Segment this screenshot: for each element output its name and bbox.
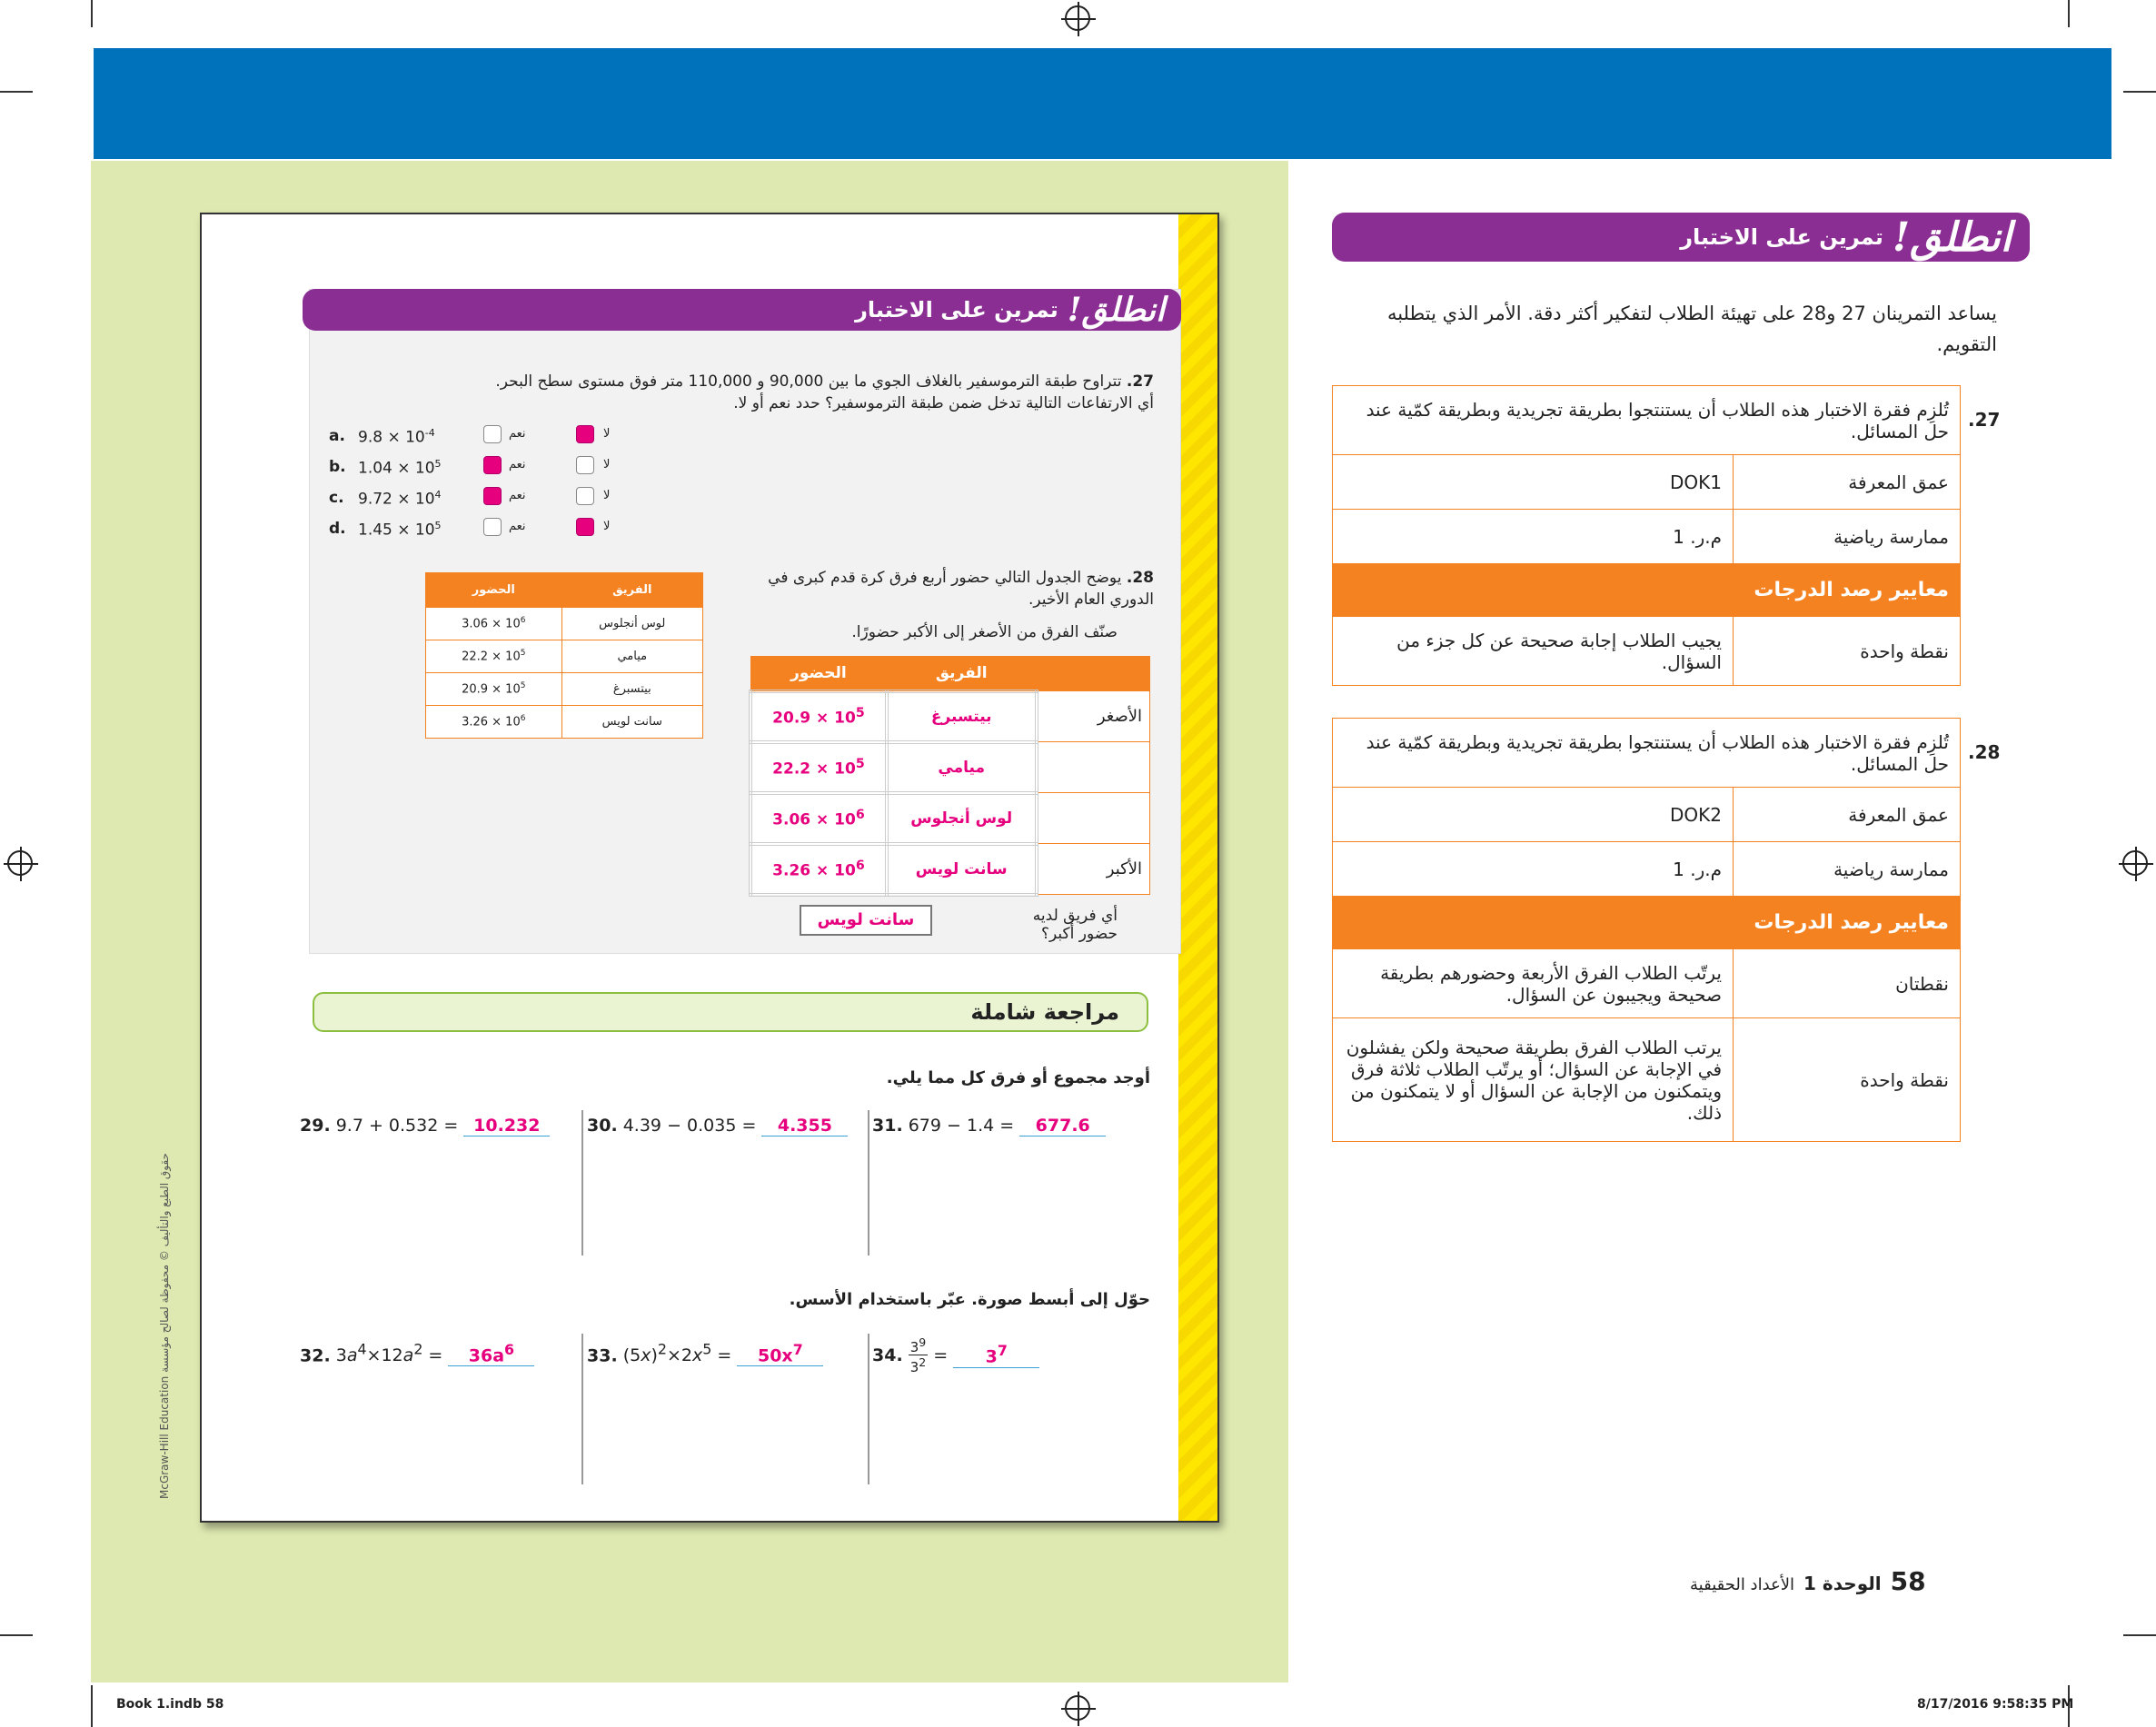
dok-label: عمق المعرفة [1734, 788, 1961, 842]
problem-fraction: $3^9$ $3^2$ [909, 1335, 927, 1375]
problem-answer[interactable]: 4.355 [761, 1116, 848, 1136]
rubric-score-label: نقطة واحدة [1734, 617, 1961, 686]
column-divider [581, 1334, 583, 1484]
rank-label [1037, 844, 1150, 895]
mp-value: م.ر. 1 [1333, 842, 1734, 897]
teacher-banner [1332, 213, 2030, 262]
no-checkbox[interactable] [576, 425, 594, 443]
registration-mark-icon [1065, 1695, 1090, 1721]
col-team: الفريق [561, 573, 702, 608]
option-expression: $9.72 \times 10^4$ [358, 489, 442, 509]
answer-attendance-cell[interactable]: $20.9 \times 10^5$ [750, 691, 887, 742]
answer-exponent: 7 [997, 1342, 1008, 1360]
yes-label: نعم [509, 427, 526, 441]
no-label: لا [603, 427, 611, 441]
option-letter: a. [329, 427, 345, 445]
option-expression: $9.8 \times 10^{-4}$ [358, 427, 435, 447]
q28-sort-instruction: صنّف الفرق من الأصغر إلى الأكبر حضورًا. [851, 623, 1118, 641]
t28-desc: تُلزِم فقرة الاختبار هذه الطلاب أن يستنتجوا بطريقة تجريدية وبطريقة كمّية عند حل المسائل. [1333, 719, 1961, 788]
crop-mark [0, 91, 33, 93]
crop-mark [2068, 0, 2070, 27]
rubric-score-label: نقطتان [1734, 949, 1961, 1018]
no-label: لا [603, 520, 611, 533]
rank-label [1037, 691, 1150, 742]
problem-answer[interactable]: 677.6 [1019, 1116, 1106, 1136]
problem-30 [587, 1116, 848, 1136]
problem-29 [300, 1116, 550, 1136]
q28-question: أي فريق لديه حضور أكبر؟ [1032, 907, 1118, 943]
yes-checkbox[interactable] [483, 487, 502, 505]
problem-31 [872, 1116, 1106, 1136]
q28-text [727, 567, 1154, 610]
mp-label: ممارسة رياضية [1734, 842, 1961, 897]
page-footer [1690, 1566, 1926, 1596]
problem-expression: 9.7 + 0.532 = [335, 1116, 459, 1136]
answer-exponent: 7 [792, 1341, 803, 1358]
team-cell: سانت لويس [561, 706, 702, 739]
file-info: Book 1.indb 58 [116, 1697, 224, 1712]
col-attendance: الحضور [750, 657, 887, 691]
yes-checkbox[interactable] [483, 456, 502, 474]
review-banner: مراجعة شاملة [313, 992, 1148, 1032]
column-divider [868, 1110, 869, 1256]
banner-subtitle: تمرين على الاختبار [1680, 224, 1883, 250]
answer-team-cell[interactable]: لوس أنجلوس [887, 793, 1037, 844]
header-band [94, 48, 2111, 159]
no-checkbox[interactable] [576, 487, 594, 505]
attendance-cell: $3.26 \times 10^6$ [426, 706, 562, 739]
answer-attendance-cell[interactable]: $3.26 \times 10^6$ [750, 844, 887, 895]
t27-table [1332, 385, 1961, 686]
rubric-score-label: نقطة واحدة [1734, 1018, 1961, 1142]
mp-label: ممارسة رياضية [1734, 510, 1961, 564]
side-copyright-outer: McGraw-Hill Education حقوق الطبع والتأليف © محفوظة لصالح مؤسسة [158, 1153, 171, 1499]
table-row [426, 673, 703, 706]
registration-mark-icon [1065, 5, 1090, 31]
largest-label: الأكبر [1106, 859, 1142, 878]
registration-mark-icon [7, 850, 33, 876]
rubric-score-desc: يرتب الطلاب الفرق بطريقة صحيحة ولكن يفشلون في الإجابة عن السؤال؛ أو يرتّب الطلاب ثلاثة فرق ويتمكنون من الإجابة عن السؤال أو لا يتمكنون من ذلك. [1333, 1018, 1734, 1142]
attendance-cell: $3.06 \times 10^6$ [426, 608, 562, 640]
answer-exponent: 6 [504, 1341, 515, 1358]
problem-33 [587, 1341, 823, 1366]
q27-statement: تتراوح طبقة الترموسفير بالغلاف الجوي ما بين 90,000 و 110,000 متر فوق مستوى سطح البحر. أي الارتفاعات التالية تدخل ضمن طبقة الترموسفير؟ حدد نعم أو لا. [495, 372, 1154, 412]
yes-checkbox[interactable] [483, 425, 502, 443]
problem-32 [300, 1341, 534, 1366]
table-row [426, 706, 703, 739]
answer-attendance-cell[interactable]: $3.06 \times 10^6$ [750, 793, 887, 844]
problem-number: 34. [872, 1345, 903, 1365]
q28-number: 28. [1126, 569, 1154, 587]
q28-answer-box[interactable]: سانت لويس [800, 905, 932, 936]
yellow-stripe [1178, 214, 1217, 1521]
crop-mark [91, 0, 93, 27]
option-letter: c. [329, 489, 344, 507]
answer-attendance-cell[interactable]: $22.2 \times 10^5$ [750, 742, 887, 793]
banner-subtitle: تمرين على الاختبار [855, 297, 1058, 323]
col-attendance: الحضور [426, 573, 562, 608]
crop-mark [0, 1634, 33, 1636]
yes-checkbox[interactable] [483, 518, 502, 536]
t27-desc: تُلزِم فقرة الاختبار هذه الطلاب أن يستنتجوا بطريقة تجريدية وبطريقة كمّية عند حل المسائل. [1333, 386, 1961, 455]
problem-expression: 679 − 1.4 = [908, 1116, 1015, 1136]
problem-expression: $3a^4\times 12a^2$ = [335, 1341, 443, 1366]
problem-answer[interactable] [737, 1341, 823, 1366]
problem-answer[interactable] [953, 1342, 1039, 1367]
no-label: لا [603, 489, 611, 502]
page-number: 58 [1890, 1566, 1926, 1596]
dok-value: DOK2 [1333, 788, 1734, 842]
option-expression: $1.45 \times 10^5$ [358, 520, 442, 540]
unit-label: الوحدة 1 [1803, 1573, 1882, 1594]
table-row [426, 608, 703, 640]
crop-mark [2123, 1634, 2156, 1636]
problem-answer[interactable]: 10.232 [463, 1116, 550, 1136]
answer-row [750, 691, 1150, 742]
rubric-heading: معايير رصد الدرجات [1333, 897, 1961, 949]
t27-number: .27 [1968, 409, 2001, 431]
answer-row [750, 742, 1150, 793]
teacher-intro: يساعد التمرينان 27 و28 على تهيئة الطلاب لتفكير أكثر دقة. الأمر الذي يتطلبه التقويم. [1386, 303, 1997, 355]
team-cell: لوس أنجلوس [561, 608, 702, 640]
rubric-score-desc: يجيب الطلاب إجابة صحيحة عن كل جزء من السؤال. [1333, 617, 1734, 686]
problem-number: 33. [587, 1345, 618, 1366]
direction-1: أوجد مجموع أو فرق كل مما يلي. [886, 1068, 1150, 1087]
student-banner [303, 289, 1181, 331]
attendance-cell: $22.2 \times 10^5$ [426, 640, 562, 673]
team-cell: بيتسبرغ [561, 673, 702, 706]
col-team: الفريق [887, 657, 1037, 691]
problem-number: 32. [300, 1345, 331, 1366]
t28-table [1332, 718, 1961, 1142]
q27-number: 27. [1126, 372, 1154, 391]
dok-label: عمق المعرفة [1734, 455, 1961, 510]
yes-label: نعم [509, 520, 526, 533]
no-checkbox[interactable] [576, 518, 594, 536]
attendance-cell: $20.9 \times 10^5$ [426, 673, 562, 706]
no-checkbox[interactable] [576, 456, 594, 474]
t28-number: .28 [1968, 741, 2001, 763]
q28-data-table [425, 572, 703, 739]
rank-label [1037, 742, 1150, 793]
problem-expression: 4.39 − 0.035 = [622, 1116, 757, 1136]
answer-team-cell[interactable]: بيتسبرغ [887, 691, 1037, 742]
yes-label: نعم [509, 458, 526, 471]
column-divider [581, 1110, 583, 1256]
answer-row [750, 844, 1150, 895]
problem-number: 30. [587, 1116, 618, 1136]
banner-title: انطلق! [1892, 213, 2012, 261]
answer-team-cell[interactable]: سانت لويس [887, 844, 1037, 895]
crop-mark [91, 1685, 93, 1727]
dok-value: DOK1 [1333, 455, 1734, 510]
answer-row [750, 793, 1150, 844]
answer-base: 36a [468, 1345, 505, 1366]
mp-value: م.ر. 1 [1333, 510, 1734, 564]
yes-label: نعم [509, 489, 526, 502]
q27-text [491, 371, 1154, 414]
table-row [426, 640, 703, 673]
problem-34: 34. $3^9$ $3^2$ = $3^7$ [872, 1335, 1039, 1375]
q28-statement: يوضح الجدول التالي حضور أربع فرق كرة قدم كبرى في الدوري العام الأخير. [768, 569, 1154, 609]
rubric-score-desc: يرتّب الطلاب الفرق الأربعة وحضورهم بطريقة صحيحة ويجيبون عن السؤال. [1333, 949, 1734, 1018]
problem-number: 29. [300, 1116, 331, 1136]
unit-title: الأعداد الحقيقية [1690, 1575, 1795, 1594]
print-date: 8/17/2016 9:58:35 PM [1917, 1697, 2074, 1712]
problem-expression: $(5x)^2\times 2x^5$ = [622, 1341, 732, 1366]
answer-base: 3 [985, 1346, 998, 1367]
crop-mark [2123, 91, 2156, 93]
registration-mark-icon [2122, 850, 2148, 876]
smallest-label: الأصغر [1097, 707, 1142, 726]
no-label: لا [603, 458, 611, 471]
banner-title: انطلق! [1067, 291, 1165, 329]
option-expression: $1.04 \times 10^5$ [358, 458, 442, 478]
problem-number: 31. [872, 1116, 903, 1136]
column-divider [868, 1334, 869, 1484]
option-letter: b. [329, 458, 346, 476]
q28-answer-table [749, 656, 1150, 897]
option-letter: d. [329, 520, 346, 538]
rubric-heading: معايير رصد الدرجات [1333, 564, 1961, 617]
direction-2: حوّل إلى أبسط صورة. عبّر باستخدام الأسس. [789, 1290, 1150, 1309]
answer-base: 50x [757, 1345, 793, 1366]
rank-label [1037, 793, 1150, 844]
problem-answer[interactable] [448, 1341, 534, 1366]
team-cell: ميامي [561, 640, 702, 673]
answer-team-cell[interactable]: ميامي [887, 742, 1037, 793]
